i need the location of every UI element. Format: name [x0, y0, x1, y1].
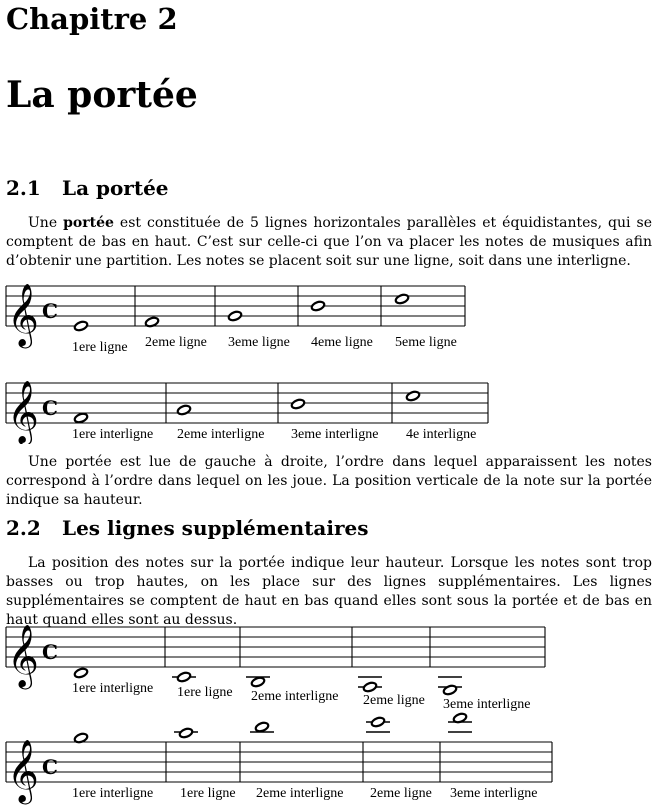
note-label: 1ere ligne	[177, 685, 233, 700]
whole-note	[363, 681, 378, 693]
note-label: 2eme ligne	[145, 335, 207, 350]
note-label: 1ere interligne	[72, 681, 154, 696]
staff-ledger-above-example	[0, 712, 670, 806]
note-label: 3eme ligne	[228, 335, 290, 350]
note-label: 2eme ligne	[363, 693, 425, 708]
whole-note	[179, 727, 194, 739]
whole-note	[177, 404, 192, 416]
whole-note	[291, 398, 306, 410]
note-label: 1ere interligne	[72, 427, 154, 442]
staff-ledger-below-example	[0, 620, 670, 712]
section-heading-2-2	[6, 516, 369, 540]
note-label: 2eme interligne	[251, 689, 339, 704]
whole-note	[443, 684, 458, 696]
whole-note	[74, 667, 89, 679]
time-signature: C	[42, 396, 58, 420]
paragraph-text: Une portée est lue de gauche à droite, l’ordre dans lequel apparaissent les notes correspond à l’ordre dans lequel on les joue. La position verticale de la note sur la portée indique sa hauteur.	[6, 454, 652, 508]
staff-lines-example	[0, 276, 670, 360]
paragraph-text: est constituée de 5 lignes horizontales parallèles et équidistantes, qui se comptent de bas en haut. C’est sur celle-ci que l’on va placer les notes de musiques afin d’obtenir une partition. Les notes se placent soit sur une ligne, soit dans une interligne.	[6, 215, 652, 269]
note-label: 1ere interligne	[72, 786, 154, 801]
time-signature: C	[42, 755, 58, 779]
note-label: 4e interligne	[406, 427, 477, 442]
section-number: 2.2	[6, 516, 41, 540]
paragraph-ledger-lines	[6, 554, 652, 630]
section-number: 2.1	[6, 176, 41, 200]
treble-clef-icon: 𝄞	[7, 739, 39, 802]
whole-note	[74, 320, 89, 332]
section-title: Les lignes supplémentaires	[62, 516, 369, 540]
ledger-lines	[174, 722, 472, 732]
whole-note	[251, 676, 266, 688]
paragraph-text: Une	[28, 215, 64, 231]
chapter-title: La portée	[6, 74, 198, 116]
whole-note	[371, 716, 386, 728]
note-label: 2eme interligne	[256, 786, 344, 801]
paragraph-reading-order	[6, 453, 652, 510]
note-label: 5eme ligne	[395, 335, 457, 350]
note-label: 3eme interligne	[443, 697, 531, 712]
note-label: 4eme ligne	[311, 335, 373, 350]
whole-note	[255, 721, 270, 733]
paragraph-text: La position des notes sur la portée indique leur hauteur. Lorsque les notes sont trop basses ou trop hautes, on les place sur des lignes supplémentaires. Les lignes supplémentaires se comptent de haut en bas quand elles sont sous la portée et de bas en haut quand elles sont au dessus.	[6, 555, 652, 628]
time-signature: C	[42, 299, 58, 323]
whole-note	[395, 293, 410, 305]
time-signature: C	[42, 640, 58, 664]
section-title: La portée	[62, 176, 169, 200]
whole-note	[74, 412, 89, 424]
paragraph-staff-definition	[6, 214, 652, 271]
chapter-heading: Chapitre 2	[6, 2, 178, 36]
whole-note	[177, 671, 192, 683]
staff-spaces-example	[0, 380, 670, 444]
note-label: 3eme interligne	[450, 786, 538, 801]
whole-note	[228, 310, 243, 322]
section-heading-2-1	[6, 176, 169, 200]
note-label: 3eme interligne	[291, 427, 379, 442]
note-label: 2eme ligne	[370, 786, 432, 801]
treble-clef-icon: 𝄞	[7, 380, 39, 443]
whole-note	[311, 300, 326, 312]
treble-clef-icon: 𝄞	[7, 624, 39, 687]
term-portee: portée	[63, 215, 114, 231]
note-label: 2eme interligne	[177, 427, 265, 442]
treble-clef-icon: 𝄞	[7, 283, 39, 346]
whole-note	[406, 390, 421, 402]
note-label: 1ere ligne	[72, 340, 128, 355]
note-label: 1ere ligne	[180, 786, 236, 801]
